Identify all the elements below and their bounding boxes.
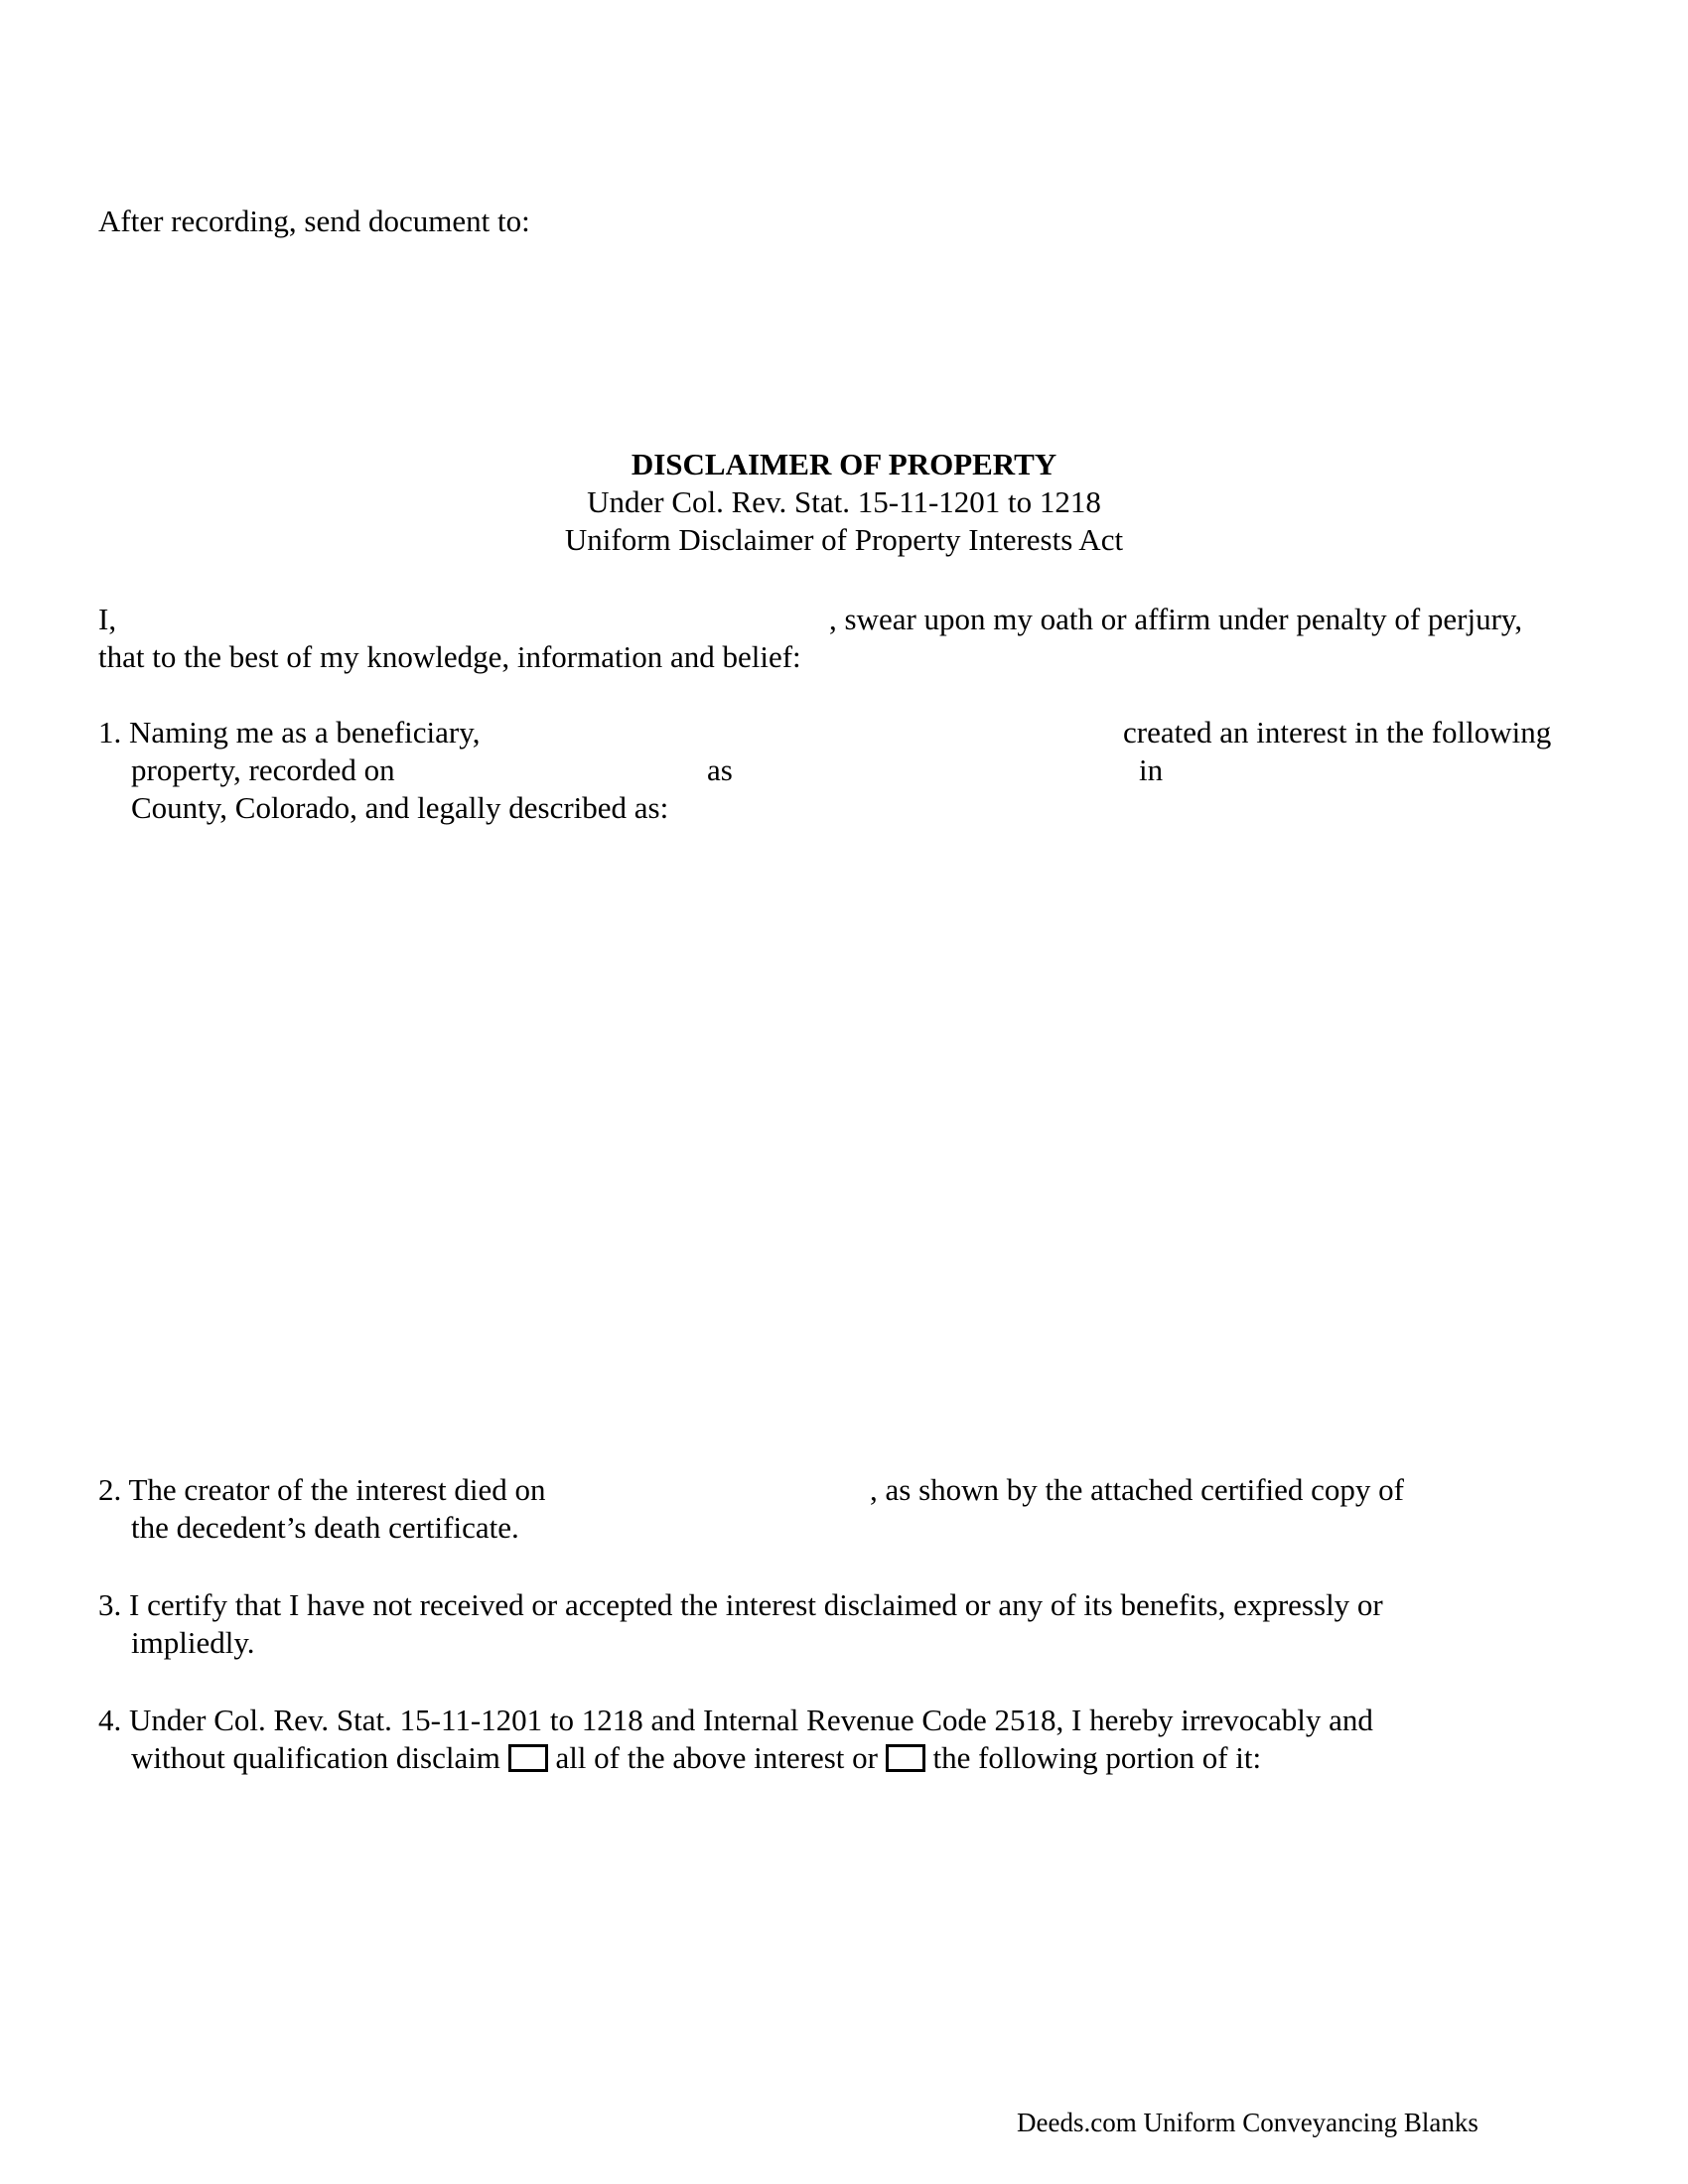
item-4-disclaim-text: without qualification disclaim [131, 1740, 500, 1775]
item-1-as: as [707, 752, 733, 787]
item-3-line-1: 3. I certify that I have not received or accepted the interest disclaimed or any of its benefits, expressly or [98, 1587, 1383, 1622]
item-1-end: created an interest in the following [1123, 715, 1552, 750]
disclaim-portion-label: the following portion of it: [932, 1740, 1262, 1775]
document-title: DISCLAIMER OF PROPERTY [631, 447, 1057, 481]
item-2-start: 2. The creator of the interest died on [98, 1472, 546, 1507]
disclaim-portion-checkbox[interactable] [886, 1744, 925, 1772]
footer-text: Deeds.com Uniform Conveyancing Blanks [1017, 2108, 1478, 2137]
item-1-start: 1. Naming me as a beneficiary, [98, 715, 481, 750]
disclaim-all-checkbox[interactable] [508, 1744, 548, 1772]
item-3-line-2: impliedly. [131, 1625, 255, 1660]
item-2-line-2: the decedent’s death certificate. [131, 1510, 519, 1545]
item-1-line-3: County, Colorado, and legally described as: [131, 790, 669, 825]
return-address-label: After recording, send document to: [98, 204, 530, 238]
item-1-in: in [1139, 752, 1164, 787]
item-4-line-2 [131, 1738, 1261, 1777]
statute-subtitle: Under Col. Rev. Stat. 15-11-1201 to 1218 [587, 484, 1101, 519]
oath-suffix: , swear upon my oath or affirm under penalty of perjury, [829, 602, 1523, 636]
disclaim-all-label: all of the above interest or [555, 1740, 878, 1775]
oath-line-2: that to the best of my knowledge, information and belief: [98, 639, 801, 674]
item-4-line-1: 4. Under Col. Rev. Stat. 15-11-1201 to 1218 and Internal Revenue Code 2518, I hereby irrevocably and [98, 1703, 1373, 1737]
oath-prefix: I, [98, 602, 117, 636]
item-2-end: , as shown by the attached certified copy of [870, 1472, 1405, 1507]
act-subtitle: Uniform Disclaimer of Property Interests Act [564, 522, 1124, 557]
item-1-recorded-on: property, recorded on [131, 752, 395, 787]
